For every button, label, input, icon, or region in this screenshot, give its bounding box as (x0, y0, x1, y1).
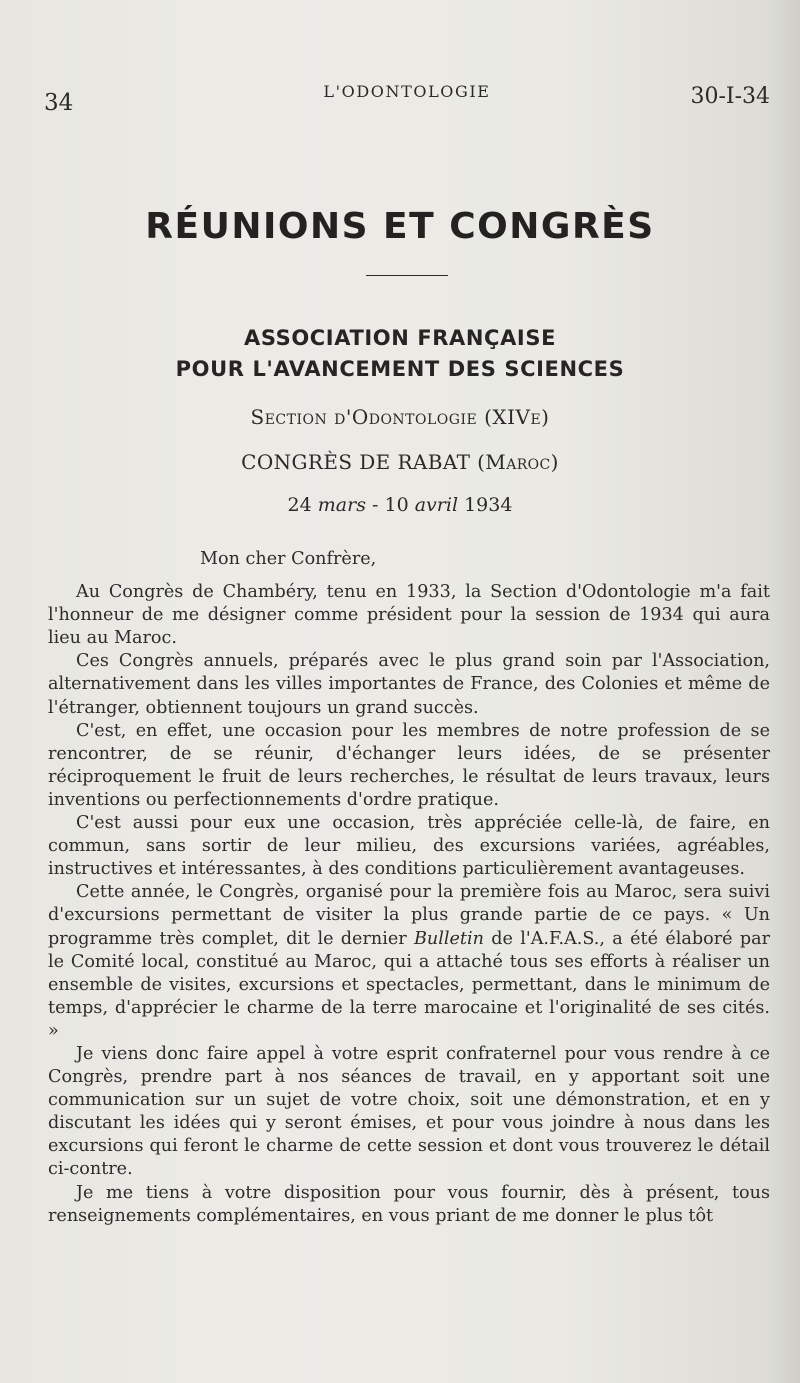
congress-place: (Maroc) (477, 450, 559, 474)
issue-date: 30-I-34 (690, 84, 770, 109)
congress-name: CONGRÈS DE RABAT (241, 450, 471, 474)
section-heading (0, 405, 800, 429)
journal-title: L'ODONTOLOGIE (323, 82, 491, 101)
date-separator: - (372, 494, 379, 516)
paragraph-text: Cette année, le Congrès, organisé pour la première fois au Maroc, sera suivi d'excursions permettant de visiter la plus grande partie de ce pays. « Un programme très complet, dit le dernier (48, 882, 770, 949)
paragraph-text: de l'A.F.A.S., a été élaboré par le Comité local, constitué au Maroc, qui a attaché tous ses efforts à réaliser un ensemble de visites, excursions et spectacles, permettant, dans le minimum de temps, d'apprécier le charme de la terre marocaine et l'originalité de ses cités. » (48, 928, 770, 1041)
paragraph: Je me tiens à votre disposition pour vous fournir, dès à présent, tous renseignements complémentaires, en vous priant de me donner le plus tôt (48, 1182, 770, 1226)
letter-body (48, 548, 770, 1228)
paragraph (48, 881, 770, 1043)
end-day: 10 (384, 494, 409, 516)
page-number: 34 (44, 90, 74, 116)
section-number: (XIVe) (484, 405, 550, 429)
paragraph: Ces Congrès annuels, préparés avec le plus grand soin par l'Association, alternativement dans les villes importantes de France, des Colonies et même de l'étranger, obtiennent toujours un grand succès. (48, 651, 770, 718)
organization-line-1: ASSOCIATION FRANÇAISE (243, 326, 557, 350)
start-month: mars (317, 494, 366, 516)
page-title: RÉUNIONS ET CONGRÈS (145, 206, 655, 247)
end-month: avril (414, 494, 459, 516)
paragraph: C'est, en effet, une occasion pour les membres de notre profession de se rencontrer, de se réunir, d'échanger leurs idées, de se présenter réciproquement le fruit de leurs recherches, le résultat de leurs travaux, leurs inventions ou perfectionnements d'ordre pratique. (48, 720, 770, 810)
bulletin-title: Bulletin (413, 928, 484, 949)
title-divider (366, 275, 448, 276)
running-head (44, 80, 770, 120)
paragraph: Je viens donc faire appel à votre esprit confraternel pour vous rendre à ce Congrès, prendre part à nos séances de travail, en y apportant soit une communication sur un sujet de votre choix, soit une démonstration, et en y discutant les idées qui y seront émises, et pour vous joindre à nous dans les excursions qui feront le charme de cette session et dont vous trouverez le détail ci-contre. (48, 1043, 770, 1180)
organization-line-2: POUR L'AVANCEMENT DES SCIENCES (175, 357, 625, 381)
start-day: 24 (287, 494, 312, 516)
year: 1934 (464, 494, 513, 516)
section-name: Section d'Odontologie (250, 405, 478, 429)
paragraph: Au Congrès de Chambéry, tenu en 1933, la Section d'Odontologie m'a fait l'honneur de me désigner comme président pour la session de 1934 qui aura lieu au Maroc. (48, 582, 770, 649)
salutation: Mon cher Confrère, (200, 549, 377, 569)
congress-dates (0, 494, 800, 516)
congress-heading (0, 450, 800, 474)
paragraph: C'est aussi pour eux une occasion, très appréciée celle-là, de faire, en commun, sans sortir de leur milieu, des excursions variées, agréables, instructives et intéressantes, à des conditions particulièrement avantageuses. (48, 813, 770, 880)
